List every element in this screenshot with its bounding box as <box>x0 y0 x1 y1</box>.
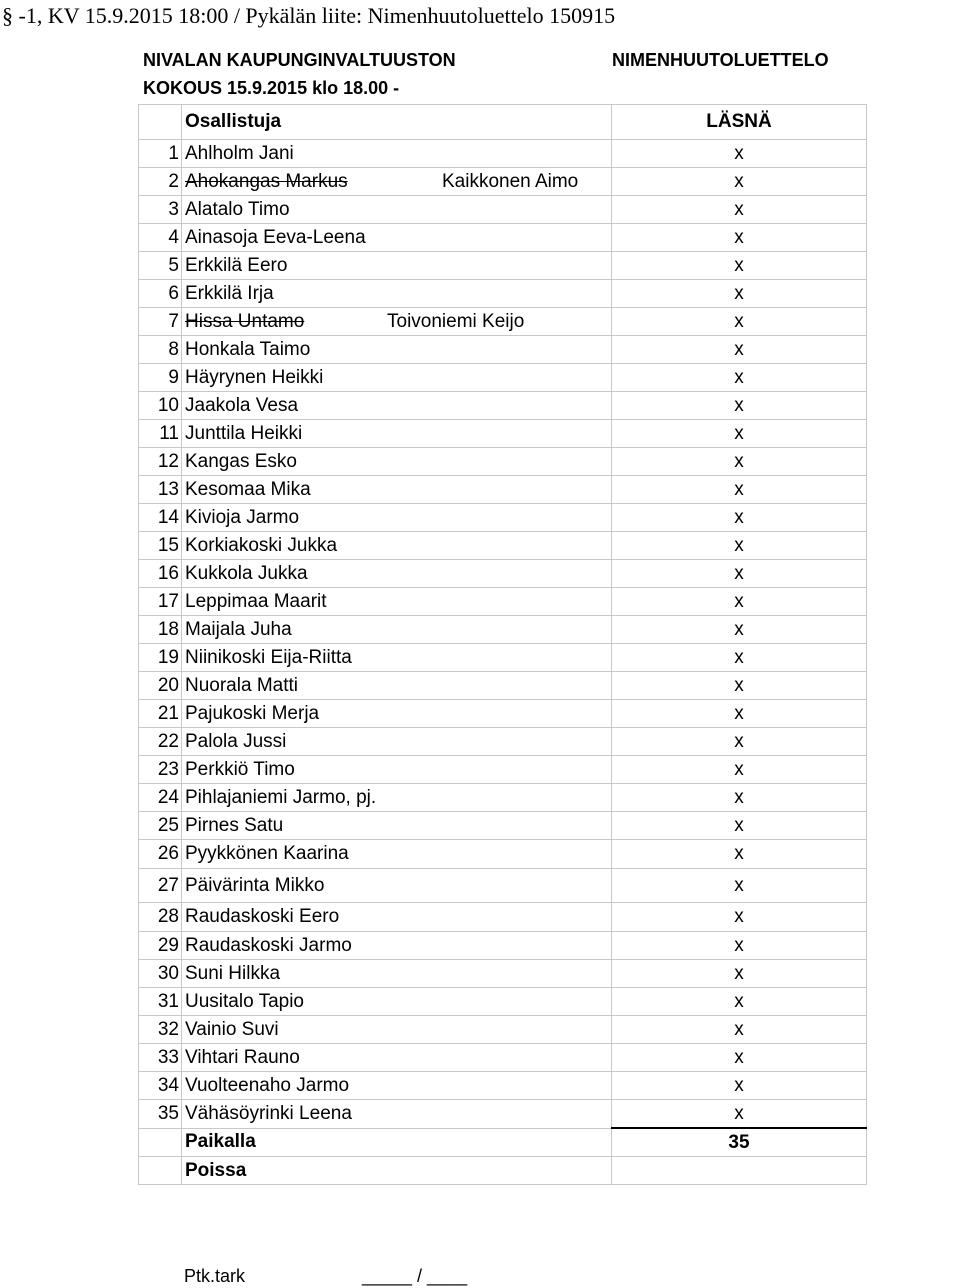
present-mark: x <box>612 196 867 224</box>
present-mark: x <box>612 504 867 532</box>
row-name-cell <box>182 840 612 869</box>
participant-name: Raudaskoski Jarmo <box>185 934 352 956</box>
participant-name: Kukkola Jukka <box>185 562 308 584</box>
present-mark: x <box>612 1100 867 1129</box>
header-present: LÄSNÄ <box>612 105 867 140</box>
row-number: 25 <box>139 812 182 840</box>
row-name-cell <box>182 784 612 812</box>
row-number: 7 <box>139 308 182 336</box>
row-name-cell <box>182 616 612 644</box>
present-mark: x <box>612 812 867 840</box>
table-row <box>139 140 867 168</box>
participant-name: Palola Jussi <box>185 730 287 752</box>
row-number: 24 <box>139 784 182 812</box>
header-participant: Osallistuja <box>182 105 612 140</box>
present-mark: x <box>612 960 867 988</box>
table-row <box>139 728 867 756</box>
table-row <box>139 672 867 700</box>
row-number: 11 <box>139 420 182 448</box>
participant-name: Erkkilä Irja <box>185 282 274 304</box>
table-row <box>139 1072 867 1100</box>
row-name-cell <box>182 224 612 252</box>
present-mark: x <box>612 1044 867 1072</box>
present-mark: x <box>612 308 867 336</box>
participant-name: Kangas Esko <box>185 450 297 472</box>
present-mark: x <box>612 476 867 504</box>
table-row <box>139 616 867 644</box>
row-name-cell <box>182 504 612 532</box>
row-name-cell <box>182 1016 612 1044</box>
table-row <box>139 988 867 1016</box>
row-name-cell <box>182 1072 612 1100</box>
participant-name: Uusitalo Tapio <box>185 990 305 1012</box>
table-row <box>139 588 867 616</box>
participant-name: Leppimaa Maarit <box>185 590 327 612</box>
participant-name: Erkkilä Eero <box>185 254 288 276</box>
table-row <box>139 224 867 252</box>
table-row <box>139 840 867 869</box>
table-header-row <box>139 105 867 140</box>
row-name-cell <box>182 280 612 308</box>
present-mark: x <box>612 588 867 616</box>
row-name-cell <box>182 756 612 784</box>
table-row <box>139 1044 867 1072</box>
present-mark: x <box>612 644 867 672</box>
present-mark: x <box>612 756 867 784</box>
row-name-cell <box>182 168 612 196</box>
table-row <box>139 1016 867 1044</box>
present-mark: x <box>612 280 867 308</box>
table-row <box>139 812 867 840</box>
present-mark: x <box>612 988 867 1016</box>
row-number: 33 <box>139 1044 182 1072</box>
present-mark: x <box>612 784 867 812</box>
table-row <box>139 903 867 932</box>
row-name-cell <box>182 903 612 932</box>
participant-name: Häyrynen Heikki <box>185 366 324 388</box>
row-number: 17 <box>139 588 182 616</box>
present-mark: x <box>612 532 867 560</box>
participant-name: Nuorala Matti <box>185 674 298 696</box>
row-name-cell <box>182 420 612 448</box>
row-number: 23 <box>139 756 182 784</box>
present-mark: x <box>612 336 867 364</box>
meeting-line: KOKOUS 15.9.2015 klo 18.00 - <box>143 78 400 98</box>
org-title: NIVALAN KAUPUNGINVALTUUSTON <box>143 50 456 70</box>
table-row <box>139 448 867 476</box>
table-row <box>139 196 867 224</box>
row-number: 31 <box>139 988 182 1016</box>
table-row <box>139 869 867 903</box>
table-row <box>139 252 867 280</box>
participant-name: Vähäsöyrinki Leena <box>185 1102 352 1124</box>
substitute-name: Toivoniemi Keijo <box>387 311 525 332</box>
row-number: 4 <box>139 224 182 252</box>
participant-name: Junttila Heikki <box>185 422 303 444</box>
participant-name: Korkiakoski Jukka <box>185 534 338 556</box>
table-row <box>139 308 867 336</box>
present-mark: x <box>612 140 867 168</box>
row-name-cell <box>182 308 612 336</box>
table-row <box>139 476 867 504</box>
row-name-cell <box>182 476 612 504</box>
row-number: 29 <box>139 932 182 960</box>
present-mark: x <box>612 1016 867 1044</box>
table-row <box>139 1100 867 1129</box>
participant-name: Pyykkönen Kaarina <box>185 843 349 864</box>
checked-blank: _____ / ____ <box>362 1266 468 1286</box>
present-mark: x <box>612 700 867 728</box>
row-name-cell <box>182 560 612 588</box>
table-row <box>139 700 867 728</box>
row-number: 6 <box>139 280 182 308</box>
row-name-cell <box>182 392 612 420</box>
participant-name: Vainio Suvi <box>185 1018 279 1040</box>
present-mark: x <box>612 560 867 588</box>
participant-name: Pajukoski Merja <box>185 702 320 724</box>
table-row <box>139 932 867 960</box>
participant-name: Perkkiö Timo <box>185 758 295 780</box>
row-number: 18 <box>139 616 182 644</box>
row-name-cell <box>182 728 612 756</box>
table-row <box>139 644 867 672</box>
present-mark: x <box>612 932 867 960</box>
row-number: 16 <box>139 560 182 588</box>
row-name-cell <box>182 869 612 903</box>
row-number: 2 <box>139 168 182 196</box>
row-number: 32 <box>139 1016 182 1044</box>
table-row <box>139 960 867 988</box>
total-count: 35 <box>612 1128 867 1157</box>
participant-name: Pihlajaniemi Jarmo, pj. <box>185 786 377 808</box>
checked-label: Ptk.tark <box>184 1266 246 1286</box>
participant-name: Jaakola Vesa <box>185 394 299 416</box>
row-name-cell <box>182 448 612 476</box>
row-number: 10 <box>139 392 182 420</box>
table-row <box>139 532 867 560</box>
table-row <box>139 364 867 392</box>
row-number: 15 <box>139 532 182 560</box>
row-number: 13 <box>139 476 182 504</box>
row-number: 19 <box>139 644 182 672</box>
present-mark: x <box>612 672 867 700</box>
total-label: Poissa <box>182 1157 612 1185</box>
present-mark: x <box>612 252 867 280</box>
row-number: 5 <box>139 252 182 280</box>
row-name-cell <box>182 336 612 364</box>
table-row <box>139 280 867 308</box>
participant-name: Maijala Juha <box>185 618 292 640</box>
row-absent-total <box>139 1157 867 1185</box>
row-number: 28 <box>139 903 182 932</box>
row-name-cell <box>182 672 612 700</box>
table-row <box>139 420 867 448</box>
present-mark: x <box>612 168 867 196</box>
participant-name: Ahokangas Markus <box>185 170 348 192</box>
participant-name: Honkala Taimo <box>185 338 311 360</box>
header-num-cell <box>139 105 182 140</box>
participant-name: Raudaskoski Eero <box>185 906 340 927</box>
substitute-name: Kaikkonen Aimo <box>442 171 579 192</box>
row-number: 14 <box>139 504 182 532</box>
row-number: 20 <box>139 672 182 700</box>
present-mark: x <box>612 448 867 476</box>
row-name-cell <box>182 700 612 728</box>
participant-name: Suni Hilkka <box>185 962 281 984</box>
participant-name: Niinikoski Eija-Riitta <box>185 646 352 668</box>
row-number: 34 <box>139 1072 182 1100</box>
total-num-cell <box>139 1128 182 1157</box>
row-name-cell <box>182 960 612 988</box>
total-label: Paikalla <box>182 1128 612 1157</box>
total-count <box>612 1157 867 1185</box>
row-name-cell <box>182 988 612 1016</box>
row-number: 22 <box>139 728 182 756</box>
row-number: 27 <box>139 869 182 903</box>
row-name-cell <box>182 588 612 616</box>
row-name-cell <box>182 1044 612 1072</box>
participant-name: Päivärinta Mikko <box>185 874 325 896</box>
attendance-table <box>138 104 867 1185</box>
document-heading: § -1, KV 15.9.2015 18:00 / Pykälän liite: Nimenhuutoluettelo 150915 <box>2 3 616 28</box>
participant-name: Pirnes Satu <box>185 814 284 836</box>
table-row <box>139 560 867 588</box>
table-row <box>139 392 867 420</box>
table-row <box>139 504 867 532</box>
doc-type-title: NIMENHUUTOLUETTELO <box>612 50 829 70</box>
participant-name: Ahlholm Jani <box>185 142 294 164</box>
row-name-cell <box>182 532 612 560</box>
present-mark: x <box>612 616 867 644</box>
present-mark: x <box>612 869 867 903</box>
row-number: 12 <box>139 448 182 476</box>
participant-name: Ainasoja Eeva-Leena <box>185 226 366 248</box>
participant-name: Alatalo Timo <box>185 198 290 220</box>
row-name-cell <box>182 252 612 280</box>
row-name-cell <box>182 1100 612 1129</box>
row-name-cell <box>182 364 612 392</box>
row-number: 35 <box>139 1100 182 1129</box>
participant-name: Hissa Untamo <box>185 310 305 332</box>
participant-name: Vihtari Rauno <box>185 1046 300 1068</box>
row-name-cell <box>182 140 612 168</box>
row-number: 9 <box>139 364 182 392</box>
present-mark: x <box>612 1072 867 1100</box>
row-number: 21 <box>139 700 182 728</box>
row-number: 30 <box>139 960 182 988</box>
table-row <box>139 784 867 812</box>
table-row <box>139 168 867 196</box>
present-mark: x <box>612 224 867 252</box>
row-number: 26 <box>139 840 182 869</box>
present-mark: x <box>612 903 867 932</box>
present-mark: x <box>612 392 867 420</box>
row-number: 8 <box>139 336 182 364</box>
row-number: 3 <box>139 196 182 224</box>
row-name-cell <box>182 196 612 224</box>
participant-name: Vuolteenaho Jarmo <box>185 1074 350 1096</box>
row-present-total <box>139 1128 867 1157</box>
table-row <box>139 756 867 784</box>
row-name-cell <box>182 812 612 840</box>
present-mark: x <box>612 364 867 392</box>
participant-name: Kesomaa Mika <box>185 478 311 500</box>
row-name-cell <box>182 644 612 672</box>
row-number: 1 <box>139 140 182 168</box>
present-mark: x <box>612 728 867 756</box>
table-row <box>139 336 867 364</box>
present-mark: x <box>612 840 867 869</box>
row-name-cell <box>182 932 612 960</box>
participant-name: Kivioja Jarmo <box>185 506 300 528</box>
total-num-cell <box>139 1157 182 1185</box>
present-mark: x <box>612 420 867 448</box>
